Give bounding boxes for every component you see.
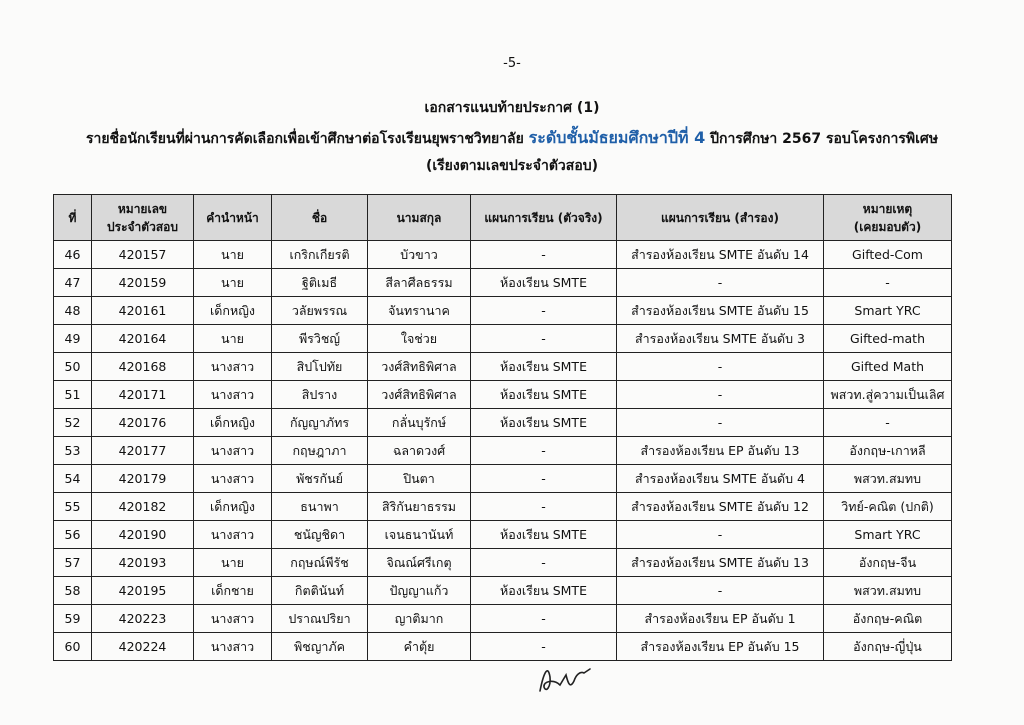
subtitle-level-highlight: ระดับชั้นมัธยมศึกษาปีที่ 4 [528,128,706,147]
table-row [54,269,952,297]
document-subtitle [0,126,1024,151]
row-note: พสวท.สู่ความเป็นเลิศ [824,381,952,409]
table-row [54,353,952,381]
row-first-name: วลัยพรรณ [272,297,368,325]
row-exam-id: 420190 [92,521,194,549]
row-exam-id: 420168 [92,353,194,381]
table-row [54,605,952,633]
row-plan-actual: ห้องเรียน SMTE [471,577,617,605]
row-prefix: นาย [194,241,272,269]
row-prefix: นางสาว [194,437,272,465]
row-first-name: พิชญาภัค [272,633,368,661]
row-prefix: เด็กหญิง [194,297,272,325]
row-exam-id: 420179 [92,465,194,493]
row-plan-actual: ห้องเรียน SMTE [471,381,617,409]
sort-note: (เรียงตามเลขประจำตัวสอบ) [425,158,599,174]
row-first-name: พัชรกันย์ [272,465,368,493]
row-plan-actual: - [471,493,617,521]
table-row [54,297,952,325]
row-last-name: คำตุ้ย [368,633,471,661]
table-row [54,521,952,549]
row-last-name: ปินตา [368,465,471,493]
row-note: Gifted-Com [824,241,952,269]
row-note: Gifted-math [824,325,952,353]
row-last-name: บัวขาว [368,241,471,269]
row-first-name: ชนัญชิดา [272,521,368,549]
row-note: วิทย์-คณิต (ปกติ) [824,493,952,521]
row-note: อังกฤษ-จีน [824,549,952,577]
row-exam-id: 420195 [92,577,194,605]
row-last-name: ใจช่วย [368,325,471,353]
table-row [54,241,952,269]
row-plan-reserve: - [617,577,824,605]
row-plan-actual: - [471,465,617,493]
row-last-name: วงศ์สิทธิพิศาล [368,353,471,381]
row-plan-actual: ห้องเรียน SMTE [471,353,617,381]
row-plan-actual: ห้องเรียน SMTE [471,409,617,437]
row-prefix: เด็กชาย [194,577,272,605]
row-prefix: นางสาว [194,381,272,409]
row-first-name: กัญญาภัทร [272,409,368,437]
row-first-name: ปราณปริยา [272,605,368,633]
row-last-name: ฉลาดวงศ์ [368,437,471,465]
row-plan-reserve: - [617,521,824,549]
table-row [54,549,952,577]
document-title: เอกสารแนบท้ายประกาศ (1) [424,100,600,116]
table-row [54,437,952,465]
row-first-name: พีรวิชญ์ [272,325,368,353]
header-plan-actual: แผนการเรียน (ตัวจริง) [471,195,617,241]
table-header-row [54,195,952,241]
row-no: 55 [54,493,92,521]
row-no: 56 [54,521,92,549]
row-first-name: ฐิติเมธี [272,269,368,297]
row-last-name: จิณณ์ศรีเกตุ [368,549,471,577]
table-row [54,633,952,661]
header-no: ที่ [54,195,92,241]
row-prefix: นาย [194,549,272,577]
row-last-name: สีลาศีลธรรม [368,269,471,297]
row-exam-id: 420182 [92,493,194,521]
row-last-name: ญาติมาก [368,605,471,633]
row-exam-id: 420224 [92,633,194,661]
row-plan-actual: - [471,325,617,353]
table-row [54,577,952,605]
row-plan-reserve: - [617,269,824,297]
row-plan-reserve: สำรองห้องเรียน SMTE อันดับ 3 [617,325,824,353]
table-body [54,241,952,661]
row-note: Smart YRC [824,297,952,325]
row-plan-reserve: - [617,353,824,381]
row-plan-reserve: สำรองห้องเรียน EP อันดับ 13 [617,437,824,465]
subtitle-prefix: รายชื่อนักเรียนที่ผ่านการคัดเลือกเพื่อเข้าศึกษาต่อโรงเรียนยุพราชวิทยาลัย [85,131,524,147]
row-first-name: เกริกเกียรติ [272,241,368,269]
header-plan-reserve: แผนการเรียน (สำรอง) [617,195,824,241]
row-plan-reserve: - [617,381,824,409]
row-no: 53 [54,437,92,465]
row-no: 47 [54,269,92,297]
row-first-name: สิปโปทัย [272,353,368,381]
row-no: 46 [54,241,92,269]
row-exam-id: 420159 [92,269,194,297]
row-last-name: ปัญญาแก้ว [368,577,471,605]
row-prefix: นาย [194,269,272,297]
row-exam-id: 420193 [92,549,194,577]
row-no: 50 [54,353,92,381]
table-row [54,493,952,521]
row-plan-reserve: สำรองห้องเรียน SMTE อันดับ 15 [617,297,824,325]
row-exam-id: 420161 [92,297,194,325]
subtitle-suffix: ปีการศึกษา 2567 รอบโครงการพิเศษ [710,131,939,147]
row-prefix: นางสาว [194,633,272,661]
row-note: - [824,269,952,297]
row-plan-reserve: สำรองห้องเรียน SMTE อันดับ 12 [617,493,824,521]
row-first-name: ธนาพา [272,493,368,521]
row-first-name: กฤษณ์พีรัช [272,549,368,577]
row-plan-actual: - [471,605,617,633]
row-no: 60 [54,633,92,661]
row-plan-reserve: สำรองห้องเรียน EP อันดับ 1 [617,605,824,633]
row-plan-reserve: สำรองห้องเรียน EP อันดับ 15 [617,633,824,661]
row-plan-actual: - [471,549,617,577]
header-note-line2: (เคยมอบตัว) [853,219,922,234]
row-no: 59 [54,605,92,633]
row-prefix: นาย [194,325,272,353]
row-exam-id: 420157 [92,241,194,269]
row-first-name: สิปราง [272,381,368,409]
row-no: 52 [54,409,92,437]
header-exam-id-line1: หมายเลข [117,201,168,216]
table-row [54,325,952,353]
row-note: อังกฤษ-คณิต [824,605,952,633]
row-no: 49 [54,325,92,353]
table-row [54,465,952,493]
row-plan-actual: - [471,241,617,269]
row-last-name: จันทรานาค [368,297,471,325]
row-note: อังกฤษ-เกาหลี [824,437,952,465]
row-prefix: นางสาว [194,521,272,549]
row-last-name: สิริกันยาธรรม [368,493,471,521]
row-last-name: เจนธนานันท์ [368,521,471,549]
row-note: พสวท.สมทบ [824,465,952,493]
row-plan-actual: ห้องเรียน SMTE [471,521,617,549]
row-prefix: เด็กหญิง [194,493,272,521]
row-no: 58 [54,577,92,605]
header-exam-id-line2: ประจำตัวสอบ [107,219,178,234]
row-plan-reserve: - [617,409,824,437]
row-note: Gifted Math [824,353,952,381]
header-first-name: ชื่อ [272,195,368,241]
row-exam-id: 420223 [92,605,194,633]
row-note: Smart YRC [824,521,952,549]
table-row [54,381,952,409]
row-plan-actual: - [471,437,617,465]
row-plan-actual: ห้องเรียน SMTE [471,269,617,297]
row-exam-id: 420176 [92,409,194,437]
row-last-name: กลั่นบุรักษ์ [368,409,471,437]
header-note-line1: หมายเหตุ [862,201,913,216]
header-exam-id [92,195,194,241]
row-no: 57 [54,549,92,577]
row-first-name: กิตตินันท์ [272,577,368,605]
row-exam-id: 420164 [92,325,194,353]
page-number: -5- [503,56,521,71]
row-plan-actual: - [471,297,617,325]
row-last-name: วงศ์สิทธิพิศาล [368,381,471,409]
row-prefix: นางสาว [194,465,272,493]
table-row [54,409,952,437]
row-prefix: นางสาว [194,353,272,381]
student-table [53,194,952,661]
row-prefix: เด็กหญิง [194,409,272,437]
row-no: 51 [54,381,92,409]
row-note: พสวท.สมทบ [824,577,952,605]
header-prefix: คำนำหน้า [194,195,272,241]
signature [536,657,594,697]
row-note: อังกฤษ-ญี่ปุ่น [824,633,952,661]
row-plan-reserve: สำรองห้องเรียน SMTE อันดับ 13 [617,549,824,577]
row-note: - [824,409,952,437]
row-prefix: นางสาว [194,605,272,633]
row-plan-reserve: สำรองห้องเรียน SMTE อันดับ 4 [617,465,824,493]
row-exam-id: 420177 [92,437,194,465]
header-last-name: นามสกุล [368,195,471,241]
row-exam-id: 420171 [92,381,194,409]
row-first-name: กฤษฎาภา [272,437,368,465]
row-no: 48 [54,297,92,325]
row-plan-reserve: สำรองห้องเรียน SMTE อันดับ 14 [617,241,824,269]
row-plan-actual: - [471,633,617,661]
row-no: 54 [54,465,92,493]
header-note [824,195,952,241]
